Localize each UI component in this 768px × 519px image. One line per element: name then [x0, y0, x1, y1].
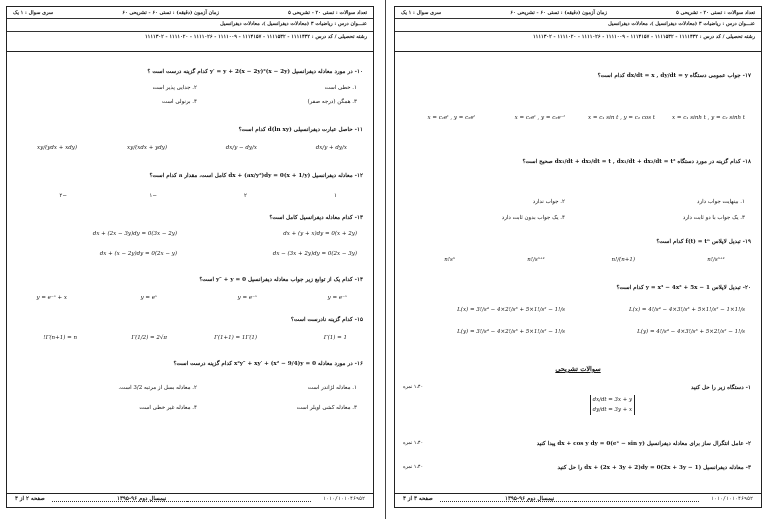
option[interactable]: Γ(n+1) = n! [43, 335, 77, 341]
option[interactable]: n!/(n+1) [611, 257, 635, 263]
option[interactable]: ۴. برنولی است [162, 99, 197, 105]
question-19: ۱۹- تبدیل لاپلاس f(t) = tⁿ کدام است؟ [656, 239, 751, 245]
option[interactable]: (3x − 2y)dx + (2x − 3y)dy = 0 [92, 231, 177, 237]
option[interactable]: x = c₁ sin t , y = c₂ cos t [588, 115, 655, 121]
exam-time: زمان آزمون (دقیقه) : تستی ۶۰ - تشریحی ۶۰ [510, 10, 607, 16]
semester-label: نیمسال دوم ۹۶-۱۳۹۵ [117, 496, 167, 502]
score-label: ۱،۴۰ نمره [403, 441, 424, 446]
field-codes: رشته تحصیلی / کد درس : ۱۱۱۱۴۳۲ - ۱۱۱۱۵۳۲ - ۱۱۱۴۱۵۷ - ۱۱۱۱۰۰۹ - ۱۱۱۱۰۲۶ - ۱۱۱۱۰۲۰ - ۱۱۱۱۳۰۲ [144, 34, 367, 40]
question-13: ۱۳- کدام معادله دیفرانسیل کامل است؟ [269, 215, 363, 221]
questions-area [401, 55, 755, 491]
question-16: ۱۶- در مورد معادله x²y″ + xy′ + (x² − 9/4)y = 0 کدام گزینه درست است؟ [173, 361, 363, 367]
option[interactable]: dx/y − dy/x [225, 145, 257, 151]
question-17: ۱۷- جواب عمومی دستگاه dx/dt = x , dy/dt = y کدام است؟ [597, 73, 751, 79]
option[interactable]: ۲. معادله بسل از مرتبه 3/2 است. [118, 385, 197, 391]
page-footer [7, 493, 373, 507]
option[interactable]: ۱. معادله لژاندر است [307, 385, 357, 391]
equation: dx/dt = 3x + y [592, 397, 632, 403]
option[interactable]: ۴. یک جواب بدون ثابت دارد [501, 215, 565, 221]
question-series: سری سوال : ۱ یک [13, 10, 54, 16]
option[interactable]: (x + 2y)dx + (y + x)dy = 0 [283, 231, 357, 237]
essay-section-title: سوالات تشریحی [555, 365, 601, 373]
option[interactable]: x = c₁eᵗ , y = c₂e⁻ᵗ [514, 115, 565, 121]
question-count: تعداد سوالات : تستی ۲۰ - تشریحی ۵ [676, 10, 755, 16]
option[interactable]: n!/sⁿ⁺¹ [707, 257, 725, 263]
score-label: ۱،۴۰ نمره [403, 385, 424, 390]
option[interactable]: L(y) = 3!/s⁴ − 4×2!/s³ + 5×1!/s² − 1!/s [457, 329, 565, 335]
option[interactable]: ۱. بینهایت جواب دارد [697, 199, 745, 205]
field-codes: رشته تحصیلی / کد درس : ۱۱۱۱۴۳۲ - ۱۱۱۱۵۳۲ - ۱۱۱۴۱۵۷ - ۱۱۱۱۰۰۹ - ۱۱۱۱۰۲۶ - ۱۱۱۱۰۲۰ - ۱۱۱۱۳۰۲ [532, 34, 755, 40]
option[interactable]: (ydx + xdy)/xy [37, 145, 77, 151]
header-row-counts [13, 9, 367, 18]
essay-question-3: ۳- معادله دیفرانسیل (2x + 3y − 1)dx + (2x + 3y + 2)dy = 0 را حل کنید [557, 465, 751, 471]
option[interactable]: ۳. همگن (درجه صفر) [307, 99, 357, 105]
page-number: صفحه ۳ از ۴ [403, 496, 433, 502]
option[interactable]: ۱ [334, 193, 337, 199]
page-divider [385, 0, 386, 519]
essay-question-2: ۲- عامل انتگرال ساز برای معادله دیفرانسیل (eˣ − sin y)dx + cos y dy = 0 پیدا کنید [536, 441, 751, 447]
question-15: ۱۵- کدام گزینه نادرست است؟ [290, 317, 363, 323]
option[interactable]: ۱. خطی است [324, 85, 357, 91]
option[interactable]: n!sⁿ [444, 257, 455, 263]
equation: dy/dt = 3y + x [592, 407, 632, 413]
option[interactable]: y = e⁻ˣ + x [36, 295, 67, 301]
question-series: سری سوال : ۱ یک [401, 10, 442, 16]
option[interactable]: dx/y + dy/x [315, 145, 347, 151]
essay-question-1: ۱- دستگاه زیر را حل کنید [691, 385, 751, 391]
question-12: ۱۲- معادله دیفرانسیل (x + 1/y)dx + (ax/y²)dy = 0 کامل است، مقدار a کدام است؟ [149, 173, 363, 179]
option[interactable]: ۴. معادله غیر خطی است [139, 405, 197, 411]
semester-label: نیمسال دوم ۹۶-۱۳۹۵ [505, 496, 555, 502]
question-count: تعداد سوالات : تستی ۲۰ - تشریحی ۵ [288, 10, 367, 16]
option[interactable]: Γ(1/2) = 2√π [131, 335, 167, 341]
option[interactable]: (xdx + ydy)/xy [127, 145, 167, 151]
option[interactable]: −۲ [59, 193, 67, 199]
page-header [395, 7, 761, 52]
option[interactable]: L(x) = 4!/s⁴ − 4×3!/s³ + 5×1!/s² − 1×1!/s [629, 307, 745, 313]
option[interactable]: y = eˣ [140, 295, 157, 301]
option[interactable]: y = e⁻ˣ [327, 295, 347, 301]
option[interactable]: ۳. معادله کشی اویلر است [296, 405, 357, 411]
exam-code: ۱۰۱۰/۱۰۱۰۴۶۹۵۲ [322, 496, 365, 502]
option[interactable]: ۲ [244, 193, 247, 199]
option[interactable]: (2x − y)dx + (x − 2y)dy = 0 [99, 251, 177, 257]
option[interactable]: y = e⁻ˣ [237, 295, 257, 301]
score-label: ۱،۴۰ نمره [403, 465, 424, 470]
page-footer [395, 493, 761, 507]
page-number: صفحه ۲ از ۴ [15, 496, 45, 502]
exam-page-left [6, 6, 374, 508]
question-18: ۱۸- کدام گزینه در مورد دستگاه dx₁/dt + dx₂/dt = t , dx₁/dt + dx₂/dt = t² صحیح است؟ [522, 159, 751, 165]
option[interactable]: ۲. جواب ندارد [532, 199, 565, 205]
option[interactable]: L(y) = 4!/s⁴ − 4×3!/s³ + 5×2!/s² − 1!/s [637, 329, 745, 335]
option[interactable]: x = c₁ sinh t , y = c₂ sinh t [672, 115, 745, 121]
course-title: عنـــوان درس : ریاضیات ۳ (معادلات دیفرانسیل )، معادلات دیفرانسیل [608, 21, 755, 27]
option[interactable]: Γ(1) = 1 [323, 335, 347, 341]
header-row-counts [401, 9, 755, 18]
option[interactable]: x = c₁eᵗ , y = c₂eᵗ [427, 115, 475, 121]
option[interactable]: ۲. جدایی پذیر است [152, 85, 197, 91]
question-20: ۲۰- تبدیل لاپلاس y = x³ − 4x² + 5x − 1 کدام است؟ [616, 285, 751, 291]
option[interactable]: (2x − 3y)dx − (3x + 2y)dy = 0 [272, 251, 357, 257]
option[interactable]: Γ(1+1) = 1Γ(1) [214, 335, 257, 341]
exam-page-right [394, 6, 762, 508]
option[interactable]: L(x) = 3!/s⁴ − 4×2!/s³ + 5×1!/s² − 1!/s [457, 307, 565, 313]
question-11: ۱۱- حاصل عبارت دیفرانسیلی d(ln xy) کدام است؟ [238, 127, 363, 133]
course-title: عنـــوان درس : ریاضیات ۳ (معادلات دیفرانسیل )، معادلات دیفرانسیل [220, 21, 367, 27]
equation-system [590, 395, 635, 415]
option[interactable]: −۱ [149, 193, 157, 199]
question-14: ۱۴- کدام یک از توابع زیر جواب معادله دیفرانسیل y″ + y = 0 است؟ [199, 277, 363, 283]
option[interactable]: ۳. یک جواب با دو ثابت دارد [682, 215, 745, 221]
exam-code: ۱۰۱۰/۱۰۱۰۴۶۹۵۲ [710, 496, 753, 502]
questions-area [13, 55, 367, 491]
question-10: ۱۰- در مورد معادله دیفرانسیل (x − 2y)y′ = y + 2(x − 2y)² کدام گزینه درست است ؟ [147, 69, 363, 75]
page-header [7, 7, 373, 52]
exam-time: زمان آزمون (دقیقه) : تستی ۶۰ - تشریحی ۶۰ [122, 10, 219, 16]
option[interactable]: n!/sⁿ⁺¹ [527, 257, 545, 263]
